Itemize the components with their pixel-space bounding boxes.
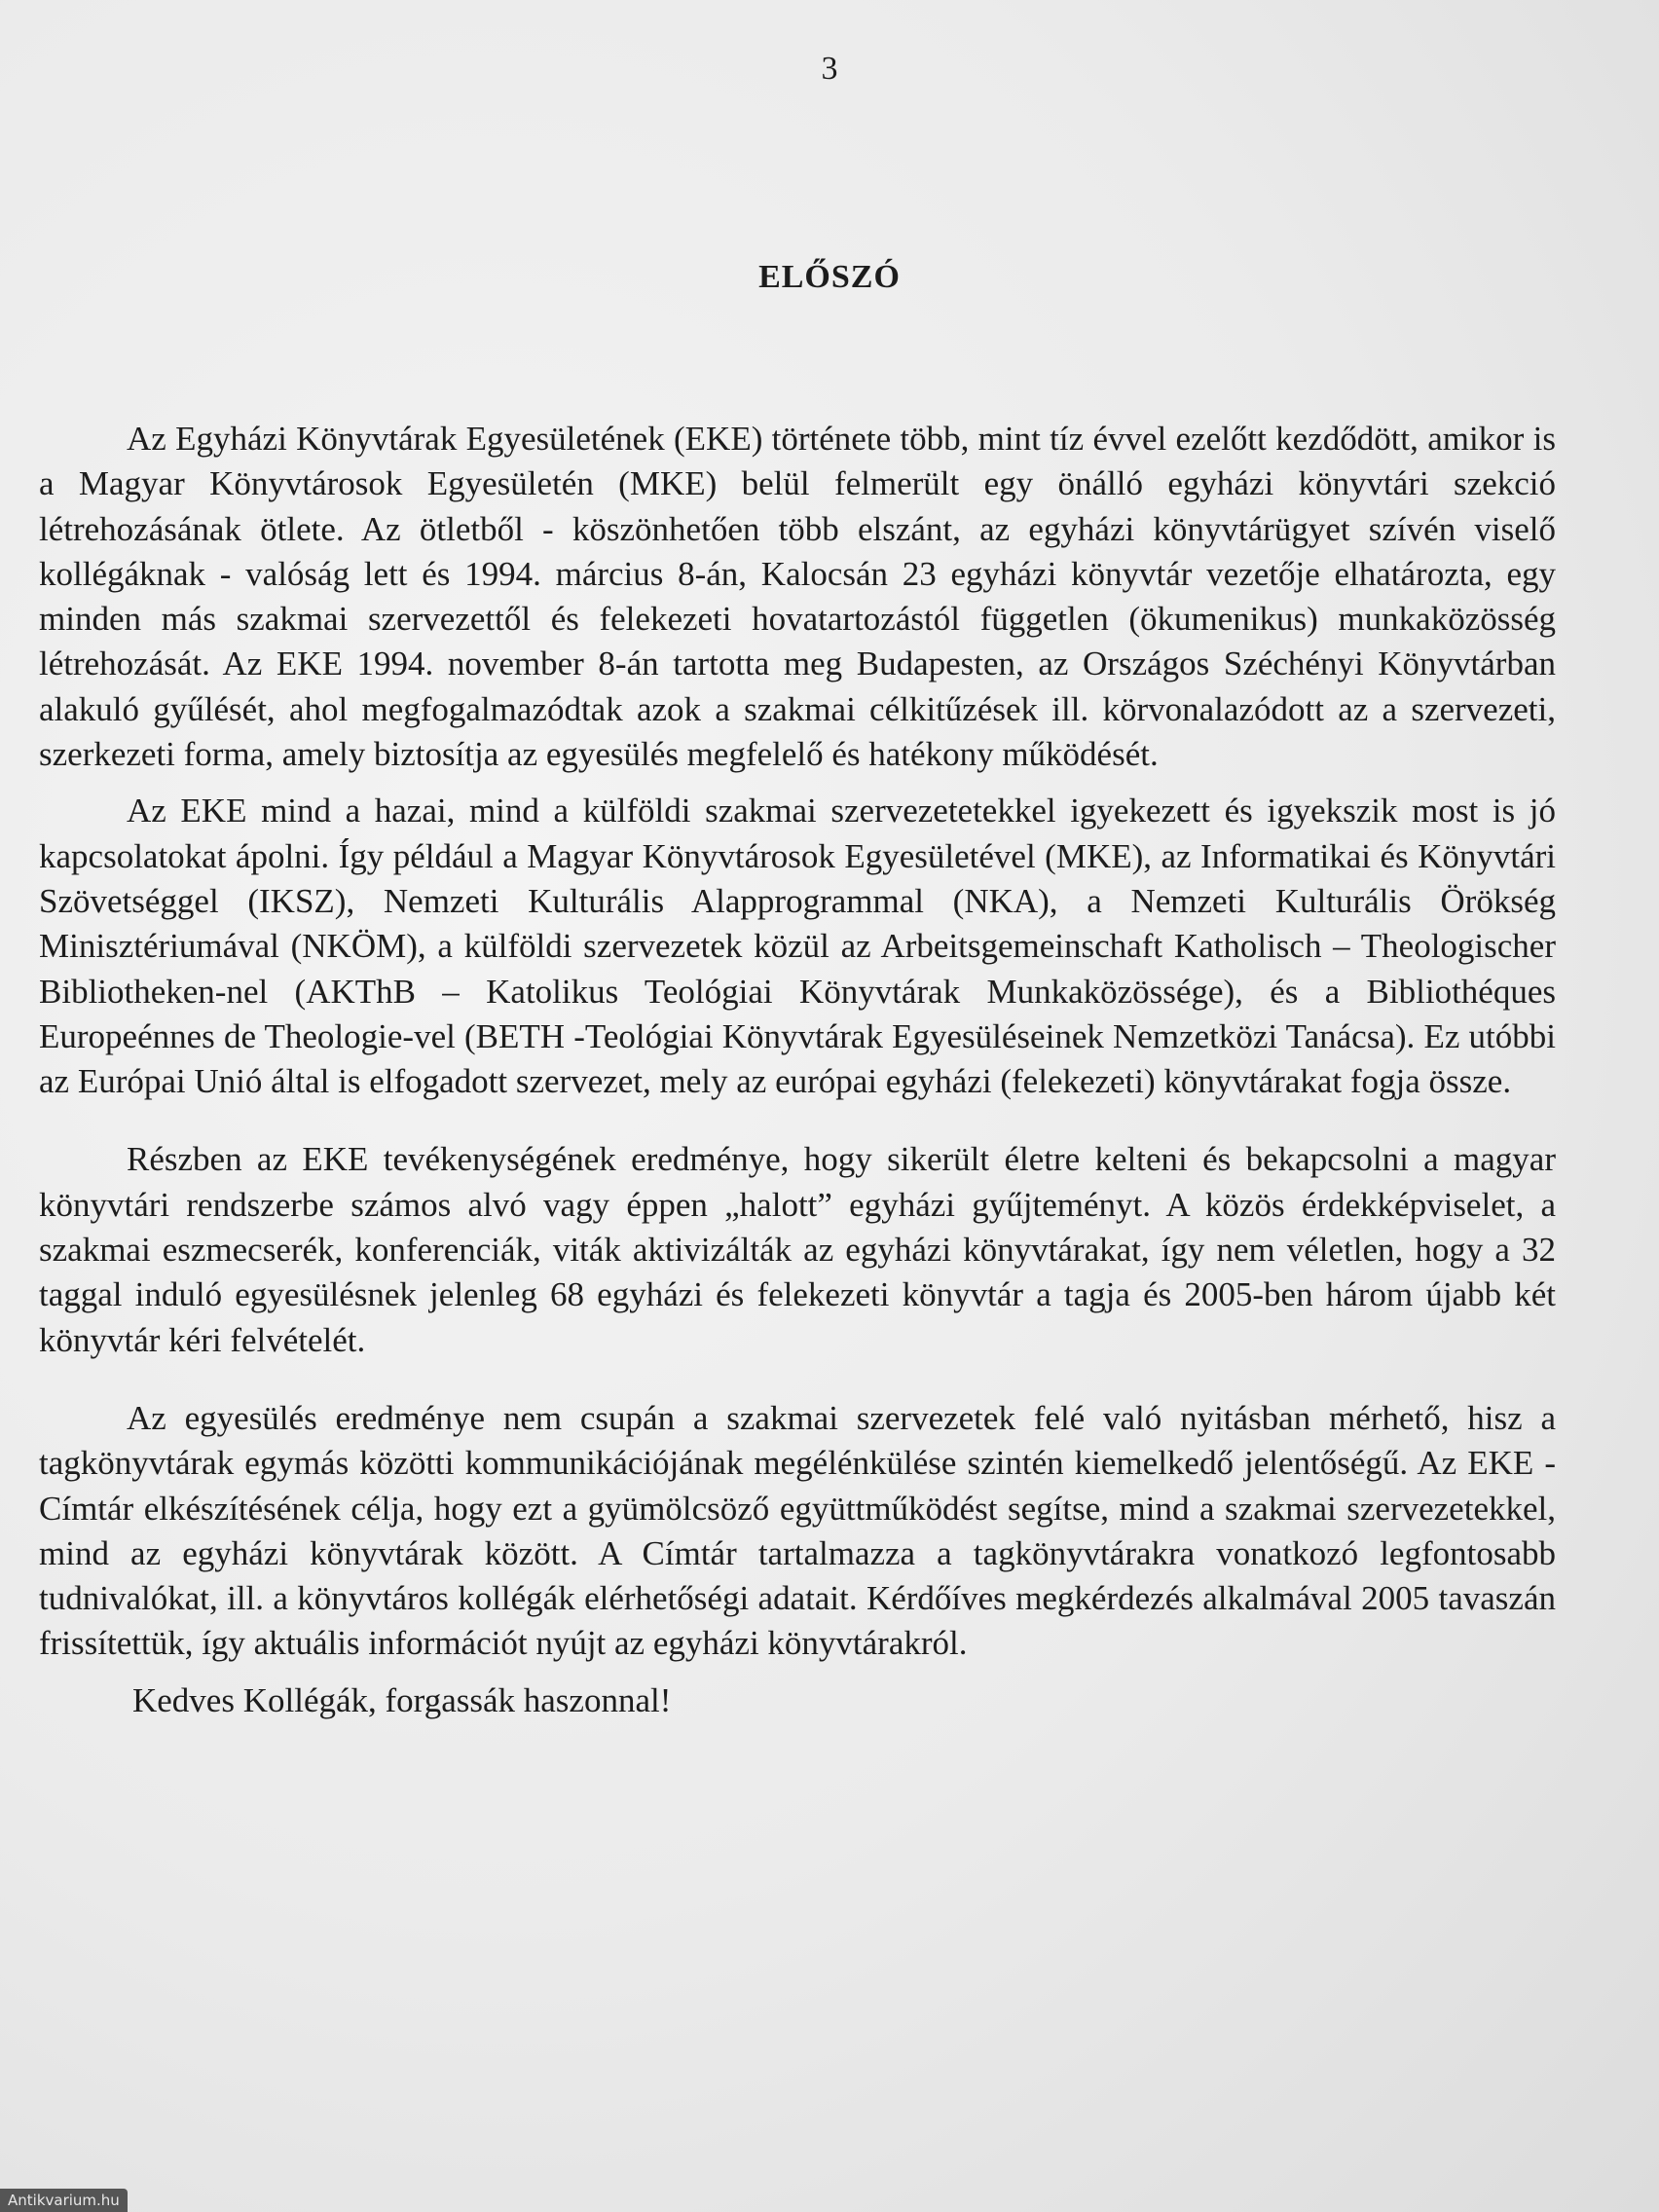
- paragraph-relations: Az EKE mind a hazai, mind a külföldi szakmai szervezetetekkel igyekezett és igyekszik most is jó kapcsolatokat ápolni. Így például a Magyar Könyvtárosok Egyesületével (MKE), az Informatikai és Könyvtári Szövetséggel (IKSZ), Nemzeti Kulturális Alapprogrammal (NKA), a Nemzeti Kulturális Örökség Minisztériumával (NKÖM), a külföldi szervezetek közül az Arbeitsgemeinschaft Katholisch – Theologischer Bibliotheken-nel (AKThB – Katolikus Teológiai Könyvtárak Munkaközössége), és a Bibliothéques Europeénnes de Theologie-vel (BETH -Teológiai Könyvtárak Egyesüléseinek Nemzetközi Tanácsa). Ez utóbbi az Európai Unió által is elfogadott szervezet, mely az európai egyházi (felekezeti) könyvtárakat fogja össze.: [39, 792, 1556, 1101]
- page-title: ELŐSZÓ: [758, 259, 901, 295]
- closing-line: Kedves Kollégák, forgassák haszonnal!: [132, 1680, 672, 1719]
- paragraph-directory: Az egyesülés eredménye nem csupán a szakmai szervezetek felé való nyitásban mérhető, hisz a tagkönyvtárak egymás közötti kommunikációjának megélénkülése szintén kiemelkedő jelentőségű. Az EKE - Címtár elkészítésének célja, hogy ezt a gyümölcsöző együttműködést segítse, mind a szakmai szervezetekkel, mind az egyházi könyvtárak között. A Címtár tartalmazza a tagkönyvtárakra vonatkozó legfontosabb tudnivalókat, ill. a könyvtáros kollégák elérhetőségi adatait. Kérdőíves megkérdezés alkalmával 2005 tavaszán frissítettük, így aktuális információt nyújt az egyházi könyvtárakról.: [39, 1398, 1556, 1663]
- body-text: [39, 417, 1556, 1723]
- page-number: 3: [821, 51, 838, 87]
- paragraph-results: Részben az EKE tevékenységének eredménye, hogy sikerült életre kelteni és bekapcsolni a magyar könyvtári rendszerbe számos alvó vagy éppen „halott” egyházi gyűjteményt. A közös érdekképviselet, a szakmai eszmecserék, konferenciák, viták aktivizálták az egyházi könyvtárakat, így nem véletlen, hogy a 32 taggal induló egyesülésnek jelenleg 68 egyházi és felekezeti könyvtár a tagja és 2005-ben három újabb két könyvtár kéri felvételét.: [39, 1140, 1556, 1359]
- source-watermark: Antikvarium.hu: [0, 2189, 128, 2212]
- paragraph-history: Az Egyházi Könyvtárak Egyesületének (EKE) története több, mint tíz évvel ezelőtt kezdődött, amikor is a Magyar Könyvtárosok Egyesületén (MKE) belül felmerült egy önálló egyházi könyvtári szekció létrehozásának ötlete. Az ötletből - köszönhetően több elszánt, az egyházi könyvtárügyet szívén viselő kollégáknak - valóság lett és 1994. március 8-án, Kalocsán 23 egyházi könyvtár vezetője elhatározta, egy minden más szakmai szervezettől és felekezeti hovatartozástól független (ökumenikus) munkaközösség létrehozását. Az EKE 1994. november 8-án tartotta meg Budapesten, az Országos Széchényi Könyvtárban alakuló gyűlését, ahol megfogalmazódtak azok a szakmai célkitűzések ill. körvonalazódott az a szervezeti, szerkezeti forma, amely biztosítja az egyesülés megfelelő és hatékony működését.: [39, 420, 1556, 774]
